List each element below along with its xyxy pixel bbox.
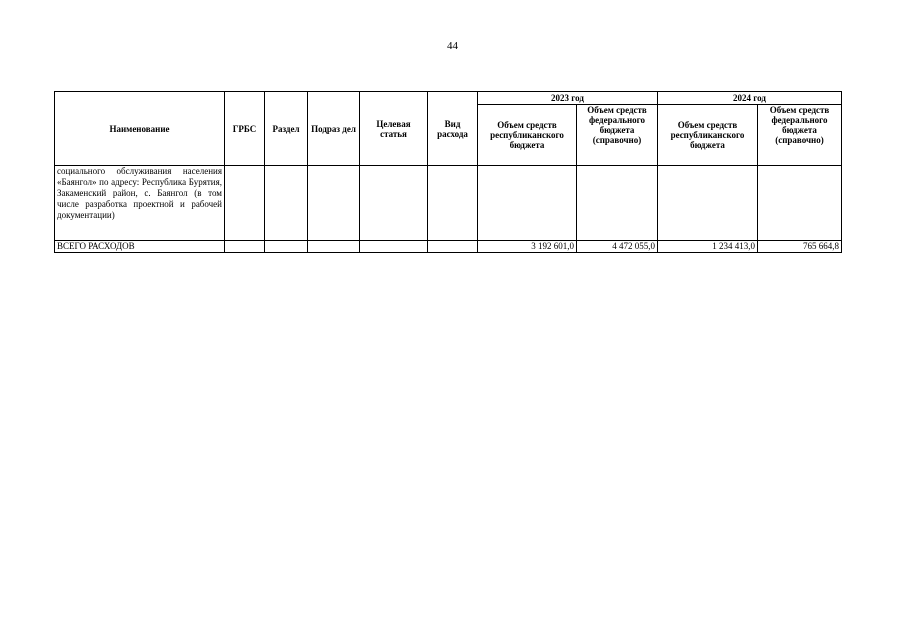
- total-republic-2023: 3 192 601,0: [478, 241, 577, 253]
- total-federal-2024: 765 664,8: [758, 241, 842, 253]
- header-vid-raskhoda: Вид расхода: [428, 92, 478, 166]
- header-grbs: ГРБС: [225, 92, 265, 166]
- row-republic-2023: [478, 166, 577, 241]
- total-federal-2023: 4 472 055,0: [577, 241, 658, 253]
- header-republic-budget-2024: Объем средств республиканского бюджета: [658, 105, 758, 166]
- header-year-2024: 2024 год: [658, 92, 842, 105]
- table-row: [55, 166, 842, 241]
- row-celevaya-statya: [360, 166, 428, 241]
- row-republic-2024: [658, 166, 758, 241]
- header-republic-budget-2023: Объем средств республиканского бюджета: [478, 105, 577, 166]
- row-name: социального обслуживания населения «Баянгол» по адресу: Республика Бурятия, Закаменский район, с. Баянгол (в том числе разработка проектной и рабочей документации): [55, 166, 225, 241]
- header-federal-budget-2024: Объем средств федерального бюджета (справочно): [758, 105, 842, 166]
- total-celevaya-statya: [360, 241, 428, 253]
- row-federal-2024: [758, 166, 842, 241]
- header-federal-budget-2023: Объем средств федерального бюджета (справочно): [577, 105, 658, 166]
- header-year-2023: 2023 год: [478, 92, 658, 105]
- header-razdel: Раздел: [265, 92, 308, 166]
- total-row: [55, 241, 842, 253]
- header-celevaya-statya: Целевая статья: [360, 92, 428, 166]
- total-republic-2024: 1 234 413,0: [658, 241, 758, 253]
- total-grbs: [225, 241, 265, 253]
- total-label: ВСЕГО РАСХОДОВ: [55, 241, 225, 253]
- total-vid-raskhoda: [428, 241, 478, 253]
- row-vid-raskhoda: [428, 166, 478, 241]
- row-podrazdel: [308, 166, 360, 241]
- header-row-years: [55, 92, 842, 105]
- total-podrazdel: [308, 241, 360, 253]
- row-grbs: [225, 166, 265, 241]
- header-name: Наименование: [55, 92, 225, 166]
- header-podrazdel: Подраз дел: [308, 92, 360, 166]
- budget-table: [54, 91, 842, 253]
- page-number: 44: [447, 40, 458, 52]
- row-federal-2023: [577, 166, 658, 241]
- total-razdel: [265, 241, 308, 253]
- row-razdel: [265, 166, 308, 241]
